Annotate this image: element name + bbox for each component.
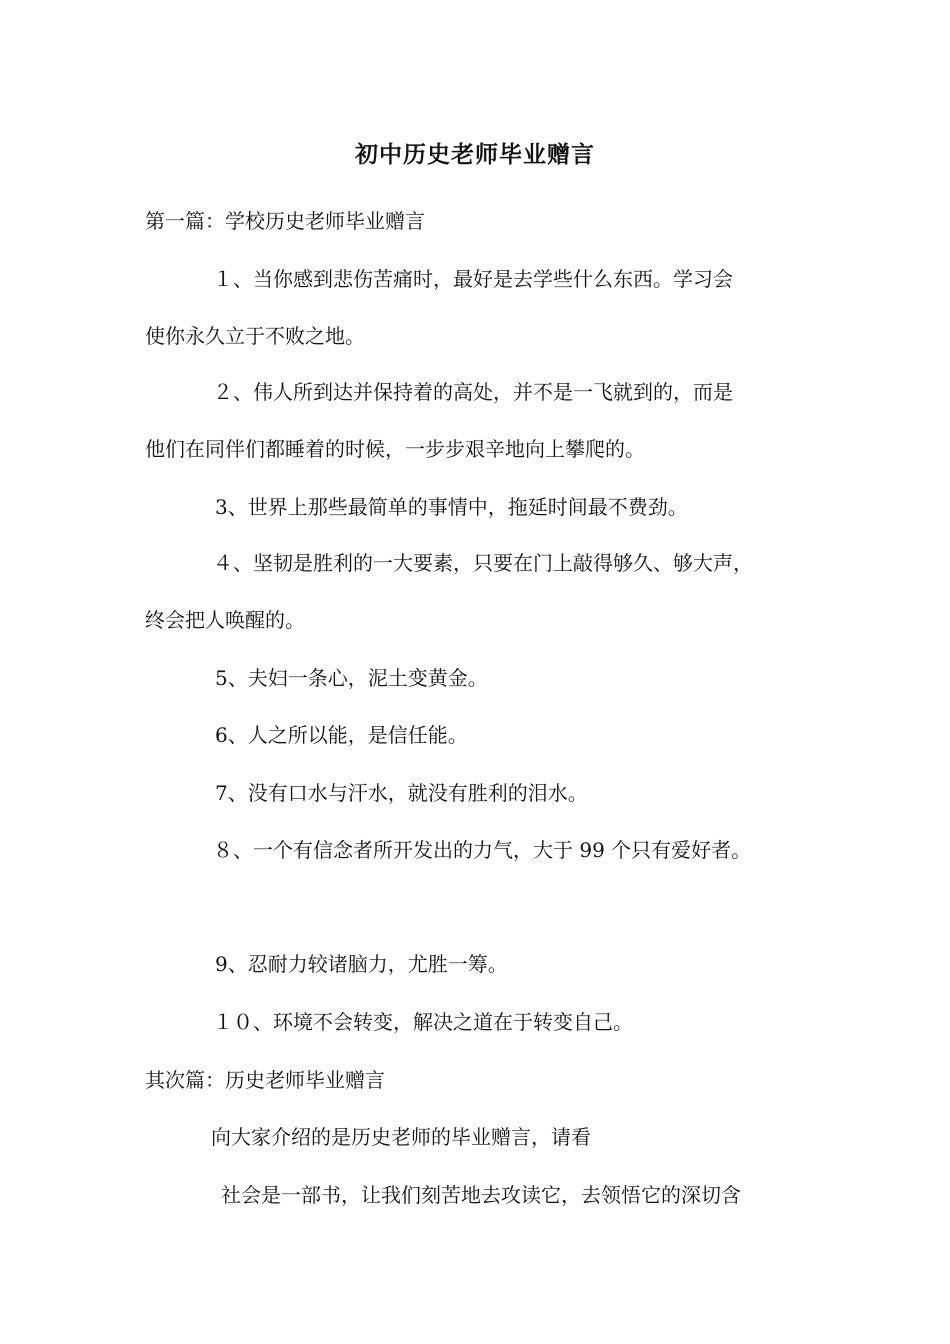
section1-heading: 第一篇：学校历史老师毕业赠言 [145, 209, 425, 233]
section2-intro: 向大家介绍的是历史老师的毕业赠言，请看 [211, 1125, 591, 1149]
section2-heading: 其次篇：历史老师毕业赠言 [145, 1068, 385, 1092]
item9: 9、忍耐力较诸脑力，尤胜一筹。 [215, 952, 508, 976]
item1-line1: １、当你感到悲伤苦痛时，最好是去学些什么东西。学习会 [213, 267, 733, 291]
item6: 6、人之所以能，是信任能。 [215, 723, 468, 747]
item2-line2: 他们在同伴们都睡着的时候，一步步艰辛地向上攀爬的。 [145, 437, 645, 461]
item4-line2: 终会把人唤醒的。 [145, 608, 305, 632]
item5: 5、夫妇一条心，泥土变黄金。 [215, 666, 488, 690]
item8: ８、一个有信念者所开发出的力气，大于 99 个只有爱好者。 [213, 838, 752, 862]
item4-line1: ４、坚韧是胜利的一大要素，只要在门上敲得够久、够大声， [213, 551, 753, 575]
section2-para-start: 社会是一部书，让我们刻苦地去攻读它，去领悟它的深切含 [221, 1183, 741, 1207]
item2-line1: ２、伟人所到达并保持着的高处，并不是一飞就到的，而是 [213, 380, 733, 404]
item1-line2: 使你永久立于不败之地。 [145, 324, 365, 348]
item3: 3、世界上那些最简单的事情中，拖延时间最不费劲。 [215, 495, 688, 519]
document-title: 初中历史老师毕业赠言 [355, 142, 595, 168]
item7: 7、没有口水与汗水，就没有胜利的泪水。 [215, 781, 588, 805]
item10: １０、环境不会转变，解决之道在于转变自己。 [213, 1010, 633, 1034]
